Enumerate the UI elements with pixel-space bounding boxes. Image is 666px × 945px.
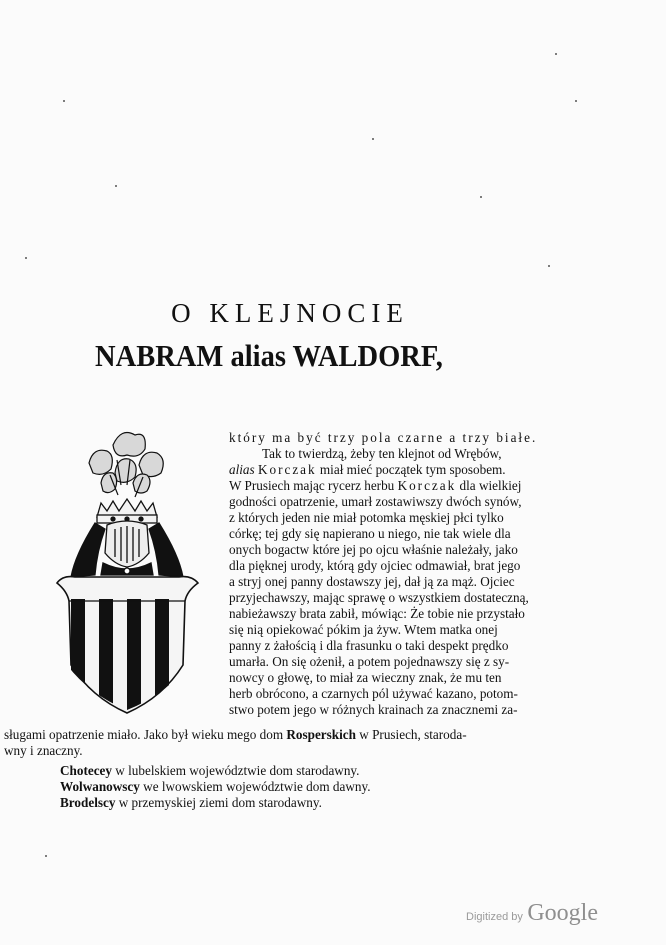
text-line: dla pięknej urody, którą gdy ojciec odmawiał, brat jego (229, 558, 521, 573)
name-korczak: Korczak (397, 478, 457, 493)
scan-speck (63, 100, 65, 102)
name-korczak: Korczak (257, 462, 317, 477)
text-line: panny z żałością i dla frasunku o taki despekt prędko (229, 638, 509, 653)
text-line-content: W Prusiech mając rycerz herbu (229, 478, 395, 493)
family-entry (60, 779, 371, 795)
scan-speck (45, 855, 47, 857)
italic-word: alias (229, 462, 255, 477)
feather-plume-icon (89, 433, 163, 497)
scan-speck (555, 53, 557, 55)
text-line: godności opatrzenie, umarł zostawiwszy dwóch synów, (229, 494, 522, 509)
text-line (229, 478, 521, 494)
text-line-content: sługami opatrzenie miało. Jako był wieku mego dom (4, 727, 284, 742)
family-name: Wolwanowscy (60, 779, 140, 794)
scan-speck (115, 185, 117, 187)
text-line (4, 727, 467, 743)
text-line: herb obrócono, a czarnych pól używać kazano, potom- (229, 686, 518, 701)
title-line-2: NABRAM alias WALDORF, (95, 338, 443, 373)
text-line (229, 462, 506, 478)
text-line: onych bogactw które jej po ojcu właśnie należały, jako (229, 542, 518, 557)
family-name: Brodelscy (60, 795, 116, 810)
scan-speck (480, 196, 482, 198)
shield-icon (57, 577, 198, 715)
text-line: umarła. On się ożenił, a potem pojednawszy się z sy- (229, 654, 510, 669)
text-line-content: Tak to twierdzą, żeby ten klejnot od Wrębów, (262, 446, 502, 461)
text-line (229, 430, 537, 446)
scan-speck (548, 265, 550, 267)
helmet-icon (101, 521, 153, 575)
watermark-brand: Google (527, 900, 598, 926)
text-line (262, 446, 502, 462)
text-line: córkę; tej gdy się napierano u niego, nie tak wiele dla (229, 526, 511, 541)
family-entry (60, 763, 359, 779)
text-line-content: miał mieć początek tym sposobem. (319, 462, 506, 477)
family-description: w lubelskiem województwie dom starodawny. (115, 763, 360, 778)
scan-speck (575, 100, 577, 102)
text-line: stwo potem jego w różnych krainach za znacznemi za- (229, 702, 518, 717)
family-description: we lwowskiem województwie dom dawny. (143, 779, 371, 794)
digitized-watermark (466, 900, 598, 927)
title-line-1: O KLEJNOCIE (171, 298, 409, 328)
family-name-rosperskich: Rosperskich (286, 727, 356, 742)
family-entry (60, 795, 322, 811)
text-line: przyjechawszy, mając sprawę o wszystkiem dostateczną, (229, 590, 529, 605)
scan-speck (372, 138, 374, 140)
text-line: wny i znaczny. (4, 743, 83, 758)
watermark-prefix: Digitized by (466, 911, 523, 923)
text-line: nowcy o głowę, to miał za wieczny znak, że mu ten (229, 670, 502, 685)
crown-icon (97, 499, 157, 523)
text-line: z których jeden nie miał potomka męskiej płci tylko (229, 510, 504, 525)
text-line: się nią opiekować pókim ja żyw. Wtem matka onej (229, 622, 498, 637)
text-line: a stryj onej panny dostawszy jej, dał ją za mąż. Ojciec (229, 574, 515, 589)
text-line: nabieżawszy brata zabił, mówiąc: Że tobie nie przystało (229, 606, 525, 621)
family-name: Chotecey (60, 763, 112, 778)
text-line-content: który ma być trzy pola czarne a trzy białe. (229, 430, 538, 445)
scan-speck (25, 257, 27, 259)
text-line-content: dla wielkiej (459, 478, 522, 493)
text-line-content: w Prusiech, staroda- (359, 727, 467, 742)
coat-of-arms-illustration (55, 425, 200, 715)
family-description: w przemyskiej ziemi dom starodawny. (118, 795, 322, 810)
